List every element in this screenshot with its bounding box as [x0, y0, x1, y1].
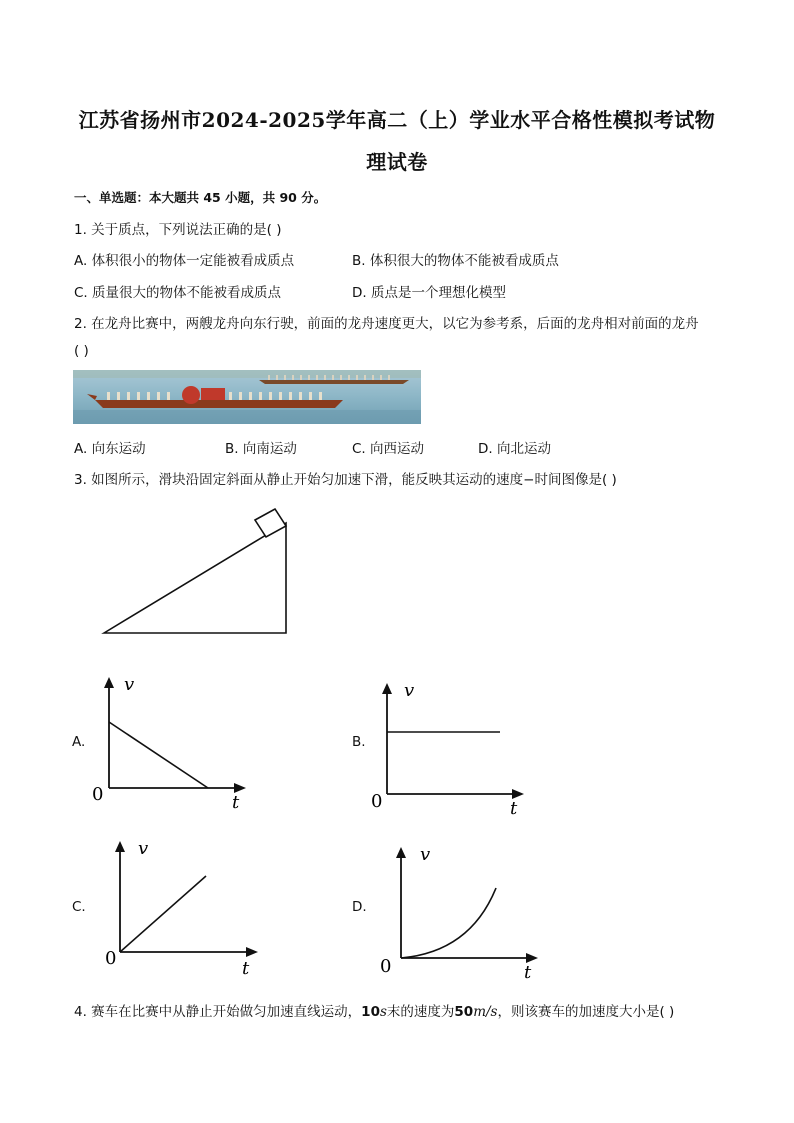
q4-time-value: 10 — [361, 1004, 380, 1020]
q2-option-b: B. 向南运动 — [225, 441, 297, 457]
q4-stem-part1: 4. 赛车在比赛中从静止开始做匀加速直线运动， — [74, 1004, 362, 1020]
q2-option-c: C. 向西运动 — [352, 441, 425, 457]
q4-speed-unit: m/s — [473, 1004, 498, 1020]
graph-c-origin: 0 — [105, 948, 117, 969]
incline-diagram — [100, 505, 295, 637]
graph-b-origin: 0 — [371, 791, 383, 812]
y-axis-arrow-icon — [115, 841, 125, 852]
graph-b-v-label: v — [404, 680, 415, 701]
graph-a-t-label: t — [232, 792, 240, 813]
graph-d — [380, 840, 545, 982]
incline-triangle — [104, 523, 286, 633]
q4-stem-part3: ，则该赛车的加速度大小是( ) — [497, 1004, 675, 1020]
q4-time-unit: s — [379, 1004, 387, 1020]
q3-option-d-label: D. — [352, 899, 367, 915]
y-axis-arrow-icon — [396, 847, 406, 858]
graph-d-origin: 0 — [380, 956, 392, 977]
q1-option-c: C. 质量很大的物体不能被看成质点 — [74, 285, 282, 301]
exam-title-line2: 理试卷 — [366, 150, 428, 174]
q2-option-a: A. 向东运动 — [74, 441, 146, 457]
q3-option-b-label: B. — [352, 734, 366, 750]
q2-stem-line2: ( ) — [74, 343, 89, 359]
graph-a-origin: 0 — [92, 784, 104, 805]
q3-option-a-label: A. — [72, 734, 86, 750]
q2-stem-line1: 2. 在龙舟比赛中，两艘龙舟向东行驶，前面的龙舟速度更大，以它为参考系，后面的龙舟相对前面的龙舟 — [74, 316, 699, 332]
graph-a-v-label: v — [124, 674, 135, 695]
graph-b — [366, 676, 531, 818]
graph-c — [104, 836, 269, 978]
graph-c-line — [120, 876, 206, 952]
graph-c-v-label: v — [138, 838, 149, 859]
dragon-boat-photo — [73, 370, 421, 424]
graph-d-t-label: t — [524, 962, 532, 982]
section-header: 一、单选题：本大题共 45 小题，共 90 分。 — [74, 190, 327, 205]
q1-option-b: B. 体积很大的物体不能被看成质点 — [352, 253, 559, 269]
slider-block — [255, 509, 286, 537]
x-axis-arrow-icon — [246, 947, 258, 957]
q1-stem: 1. 关于质点，下列说法正确的是( ) — [74, 222, 282, 238]
y-axis-arrow-icon — [382, 683, 392, 694]
y-axis-arrow-icon — [104, 677, 114, 688]
q4-stem-part2: 末的速度为 — [386, 1004, 455, 1020]
q2-option-d: D. 向北运动 — [478, 441, 551, 457]
graph-d-v-label: v — [420, 844, 431, 865]
q4-stem — [74, 1000, 674, 1020]
graph-c-t-label: t — [242, 958, 250, 978]
graph-b-t-label: t — [510, 798, 518, 818]
q3-option-c-label: C. — [72, 899, 86, 915]
q3-stem: 3. 如图所示，滑块沿固定斜面从静止开始匀加速下滑，能反映其运动的速度−时间图像是( ) — [74, 472, 617, 488]
graph-a-line — [109, 722, 208, 788]
q4-speed-value: 50 — [454, 1004, 474, 1020]
exam-title-line1: 江苏省扬州市2024-2025学年高二（上）学业水平合格性模拟考试物 — [78, 108, 716, 132]
q1-option-d: D. 质点是一个理想化模型 — [352, 285, 506, 301]
graph-a — [88, 672, 253, 814]
graph-d-curve — [401, 888, 496, 958]
q1-option-a: A. 体积很小的物体一定能被看成质点 — [74, 253, 295, 269]
